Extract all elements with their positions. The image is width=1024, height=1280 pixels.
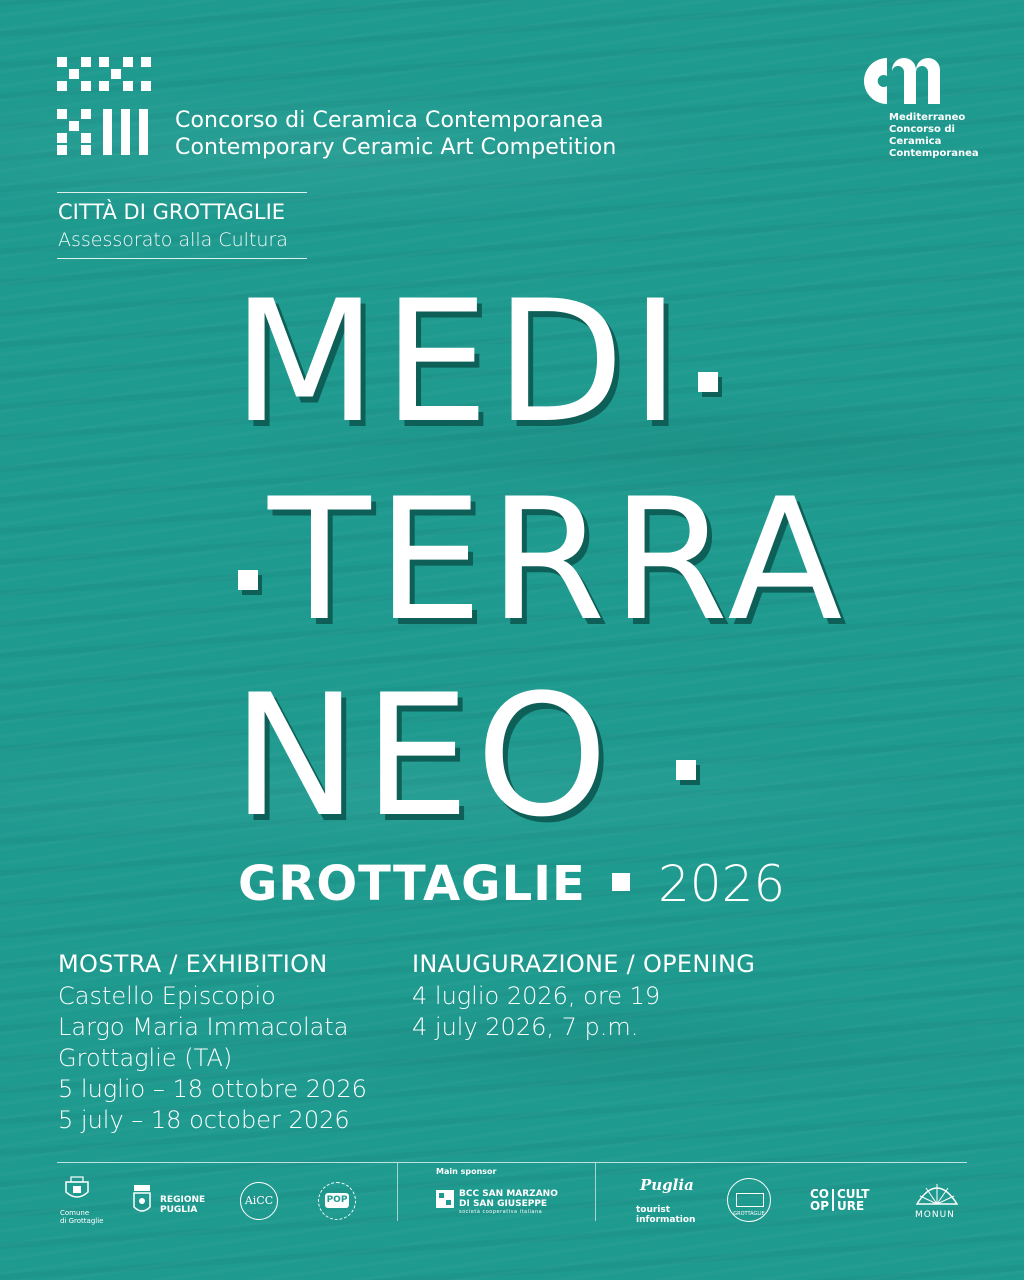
monun-shell-icon (914, 1178, 960, 1206)
bcc-logo-subtext: società cooperativa italiana (459, 1209, 543, 1215)
exhibition-heading: MOSTRA / EXHIBITION (58, 950, 328, 978)
brand-line-4: Contemporanea (889, 148, 979, 159)
competition-title-en: Contemporary Ceramic Art Competition (175, 135, 617, 160)
pop-logo-text: POP (326, 1195, 348, 1205)
divider-bottom (57, 258, 307, 259)
footer-separator (595, 1163, 596, 1221)
footer-separator (397, 1163, 398, 1221)
comune-logo-text: Comune di Grottaglie (60, 1209, 104, 1225)
organizer-department: Assessorato alla Cultura (58, 229, 288, 251)
brand-name: Mediterraneo (889, 112, 966, 123)
aicc-logo (240, 1182, 278, 1220)
bcc-logo-text: BCC SAN MARZANO DI SAN GIUSEPPE (459, 1189, 558, 1209)
coopculture-logo: CO OP CULT URE (810, 1187, 870, 1213)
organizer-city: CITTÀ DI GROTTAGLIE (58, 200, 286, 224)
mediterraneo-logo (862, 56, 942, 106)
monun-logo-text: MONUN (915, 1210, 955, 1220)
exhibition-line: Castello Episcopio (58, 982, 276, 1010)
year: 2026 (658, 855, 786, 913)
edition-pixel-logo (57, 57, 157, 157)
exhibition-line: 5 july – 18 october 2026 (58, 1106, 350, 1134)
exhibition-line: Largo Maria Immacolata (58, 1013, 349, 1041)
title-line-2: TERRA (268, 462, 849, 658)
place-name: GROTTAGLIE (238, 856, 586, 912)
exhibition-line: 5 luglio – 18 ottobre 2026 (58, 1075, 367, 1103)
mediterraneo-logo-text (889, 112, 979, 160)
title-bullet-1 (698, 372, 718, 392)
title-bullet-3 (676, 760, 696, 780)
competition-title-it: Concorso di Ceramica Contemporanea (175, 108, 604, 133)
divider-top (57, 192, 307, 193)
main-sponsor-label: Main sponsor (436, 1167, 497, 1176)
opening-line: 4 luglio 2026, ore 19 (412, 982, 661, 1010)
brand-line-3: Ceramica (889, 136, 942, 147)
regione-shield-icon (132, 1183, 152, 1215)
museo-ceramica-logo (727, 1178, 771, 1222)
title-bullet-2 (238, 570, 258, 590)
exhibition-line: Grottaglie (TA) (58, 1044, 233, 1072)
regione-logo-text: REGIONE PUGLIA (160, 1195, 206, 1215)
pop-logo (318, 1182, 356, 1220)
title-line-1: MEDI (232, 264, 687, 460)
title-line-3: NEO (232, 658, 615, 854)
aicc-logo-text: AiCC (244, 1194, 274, 1207)
opening-heading: INAUGURAZIONE / OPENING (412, 950, 756, 978)
comune-crest-icon (62, 1176, 92, 1202)
puglia-script-logo: Puglia (640, 1176, 694, 1194)
museo-logo-text: GROTTAGLIE (733, 1211, 765, 1217)
opening-line: 4 july 2026, 7 p.m. (412, 1013, 639, 1041)
place-separator (612, 873, 630, 891)
footer-divider (57, 1162, 967, 1163)
brand-line-2: Concorso di (889, 124, 955, 135)
bcc-logo-icon (436, 1190, 454, 1208)
tourist-information-text: tourist information (636, 1205, 696, 1225)
